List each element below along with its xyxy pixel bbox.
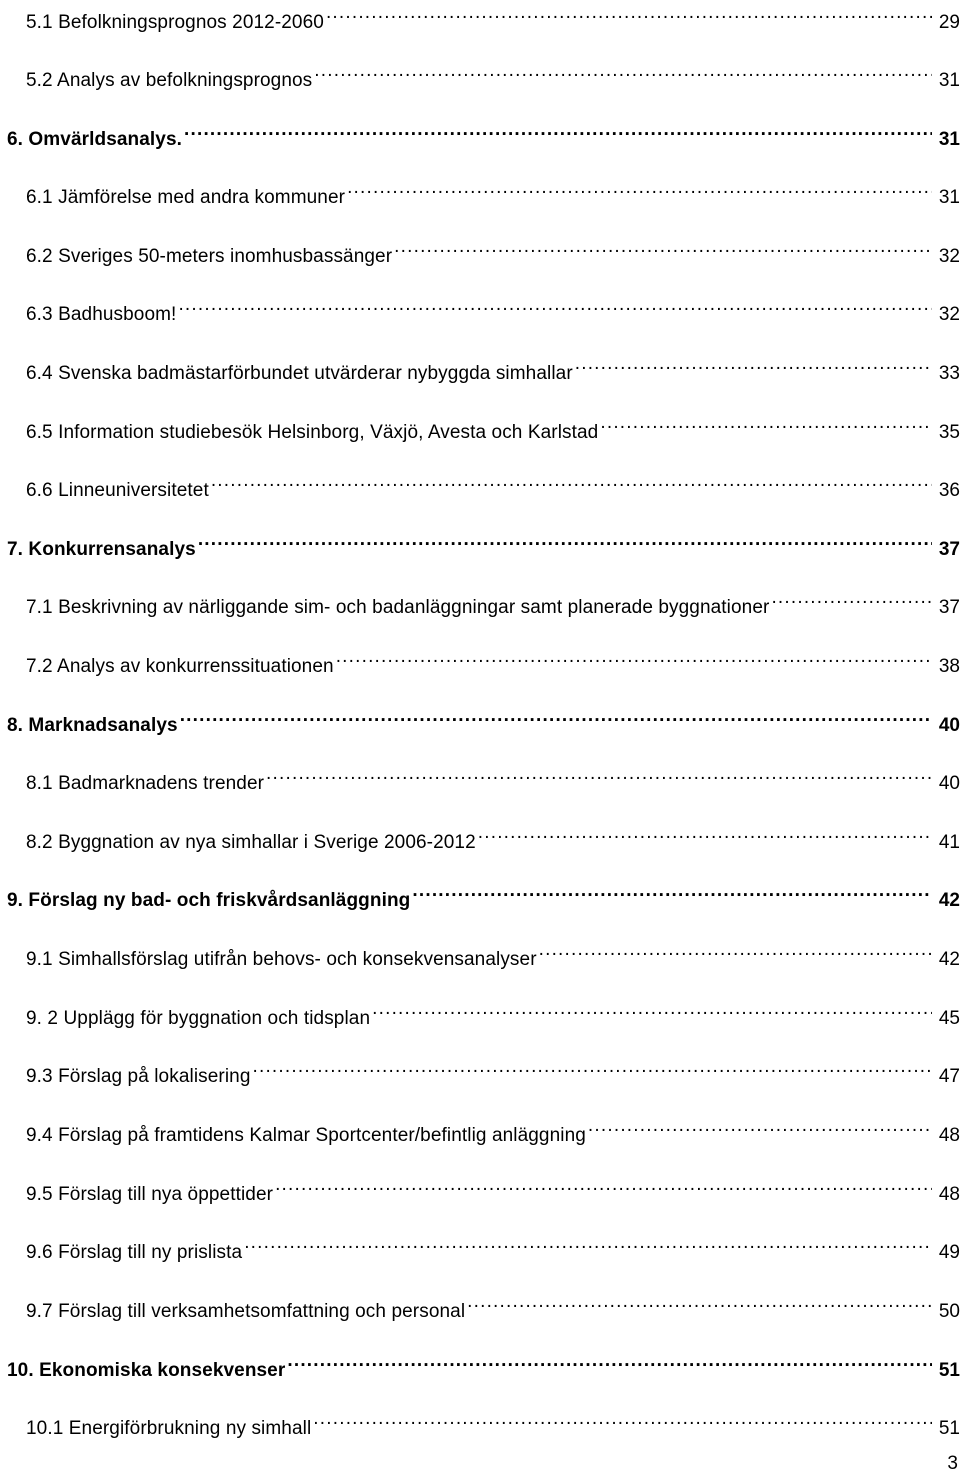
toc-dot-leader — [478, 818, 932, 848]
toc-entry-page: 32 — [938, 246, 960, 267]
toc-entry-page: 51 — [938, 1360, 960, 1381]
toc-entry-title: 9.1 Simhallsförslag utifrån behovs- och konsekvensanalyser — [26, 949, 537, 970]
toc-entry-title: 9. Förslag ny bad- och friskvårdsanläggning — [7, 890, 411, 911]
toc-entry-page: 49 — [938, 1242, 960, 1263]
toc-entry[interactable] — [0, 173, 960, 208]
toc-entry-title: 8.1 Badmarknadens trender — [26, 773, 265, 794]
toc-entry-title: 8. Marknadsanalys — [7, 715, 178, 736]
toc-entry[interactable] — [0, 1228, 960, 1263]
toc-entry-page: 36 — [938, 480, 960, 501]
toc-dot-leader — [575, 349, 932, 379]
toc-dot-leader — [287, 1346, 932, 1376]
toc-entry-page: 40 — [938, 715, 960, 736]
toc-entry-title: 8.2 Byggnation av nya simhallar i Sverige 2006-2012 — [26, 832, 476, 853]
toc-entry-page: 41 — [938, 832, 960, 853]
page-number: 3 — [947, 1453, 958, 1474]
toc-entry-title: 7.1 Beskrivning av närliggande sim- och badanläggningar samt planerade byggnationer — [26, 597, 770, 618]
toc-entry-page: 37 — [938, 597, 960, 618]
toc-dot-leader — [326, 0, 932, 28]
toc-entry-page: 51 — [938, 1418, 960, 1439]
toc-dot-leader — [539, 935, 932, 965]
toc-dot-leader — [467, 1287, 932, 1317]
toc-dot-leader — [314, 56, 932, 86]
toc-dot-leader — [771, 583, 932, 613]
toc-entry-page: 29 — [938, 12, 960, 33]
toc-entry-page: 37 — [938, 539, 960, 560]
toc-dot-leader — [198, 525, 932, 555]
toc-entry[interactable] — [0, 1346, 960, 1381]
toc-entry[interactable] — [0, 1404, 960, 1439]
toc-entry-page: 31 — [938, 70, 960, 91]
toc-entry-title: 9. 2 Upplägg för byggnation och tidsplan — [26, 1008, 371, 1029]
toc-entry-title: 9.5 Förslag till nya öppettider — [26, 1184, 274, 1205]
toc-entry-page: 33 — [938, 363, 960, 384]
toc-entry[interactable] — [0, 759, 960, 794]
toc-dot-leader — [252, 1052, 932, 1082]
toc-entry-page: 31 — [938, 129, 960, 150]
toc-entry-title: 6. Omvärldsanalys. — [7, 129, 183, 150]
toc-entry[interactable] — [0, 876, 960, 911]
toc-entry-page: 47 — [938, 1066, 960, 1087]
toc-entry-page: 42 — [938, 949, 960, 970]
toc-entry-title: 9.6 Förslag till ny prislista — [26, 1242, 243, 1263]
toc-entry[interactable] — [0, 994, 960, 1029]
toc-dot-leader — [313, 1404, 932, 1434]
toc-entry-title: 6.6 Linneuniversitetet — [26, 480, 209, 501]
toc-entry-page: 32 — [938, 304, 960, 325]
toc-entry-page: 45 — [938, 1008, 960, 1029]
toc-entry-title: 6.5 Information studiebesök Helsinborg, Växjö, Avesta och Karlstad — [26, 422, 599, 443]
toc-entry[interactable] — [0, 290, 960, 325]
toc-entry-title: 9.3 Förslag på lokalisering — [26, 1066, 251, 1087]
toc-entry-title: 10. Ekonomiska konsekvenser — [7, 1360, 286, 1381]
toc-dot-leader — [372, 994, 932, 1024]
toc-dot-leader — [412, 876, 932, 906]
toc-dot-leader — [244, 1228, 932, 1258]
toc-dot-leader — [180, 701, 932, 731]
toc-dot-leader — [394, 232, 932, 262]
toc-entry-title: 6.2 Sveriges 50-meters inomhusbassänger — [26, 246, 393, 267]
toc-entry-page: 42 — [938, 890, 960, 911]
toc-entry-title: 6.1 Jämförelse med andra kommuner — [26, 187, 346, 208]
toc-entry-title: 7. Konkurrensanalys — [7, 539, 196, 560]
toc-entry[interactable] — [0, 1287, 960, 1322]
toc-entry-title: 5.2 Analys av befolkningsprognos — [26, 70, 313, 91]
toc-entry[interactable] — [0, 1052, 960, 1087]
toc-entry[interactable] — [0, 56, 960, 91]
toc-entry[interactable] — [0, 408, 960, 443]
toc-entry-page: 48 — [938, 1125, 960, 1146]
toc-entry-title: 10.1 Energiförbrukning ny simhall — [26, 1418, 312, 1439]
toc-dot-leader — [211, 466, 932, 496]
toc-entry[interactable] — [0, 1111, 960, 1146]
toc-entry-title: 9.4 Förslag på framtidens Kalmar Sportcenter/befintlig anläggning — [26, 1125, 586, 1146]
toc-dot-leader — [178, 290, 932, 320]
toc-entry[interactable] — [0, 0, 960, 33]
toc-dot-leader — [600, 408, 932, 438]
toc-dot-leader — [336, 642, 932, 672]
toc-entry[interactable] — [0, 818, 960, 853]
toc-entry[interactable] — [0, 935, 960, 970]
toc-entry[interactable] — [0, 642, 960, 677]
toc-entry-title: 9.7 Förslag till verksamhetsomfattning och personal — [26, 1301, 466, 1322]
toc-entry[interactable] — [0, 583, 960, 618]
toc-entry-page: 40 — [938, 773, 960, 794]
toc-entry-title: 6.4 Svenska badmästarförbundet utvärderar nybyggda simhallar — [26, 363, 573, 384]
toc-dot-leader — [588, 1111, 932, 1141]
toc-entry-page: 31 — [938, 187, 960, 208]
toc-dot-leader — [347, 173, 932, 203]
toc-entry[interactable] — [0, 115, 960, 150]
toc-entry[interactable] — [0, 1170, 960, 1205]
toc-entry-page: 50 — [938, 1301, 960, 1322]
toc-entry-title: 5.1 Befolkningsprognos 2012-2060 — [26, 12, 324, 33]
toc-entry-page: 38 — [938, 656, 960, 677]
toc-entry[interactable] — [0, 466, 960, 501]
toc-dot-leader — [266, 759, 932, 789]
toc-entry[interactable] — [0, 349, 960, 384]
toc-entry[interactable] — [0, 525, 960, 560]
toc-dot-leader — [184, 115, 932, 145]
toc-entry-title: 6.3 Badhusboom! — [26, 304, 177, 325]
toc-entry[interactable] — [0, 701, 960, 736]
toc-entry[interactable] — [0, 232, 960, 267]
toc-entry-page: 35 — [938, 422, 960, 443]
toc-entry-title: 7.2 Analys av konkurrenssituationen — [26, 656, 334, 677]
toc-entry-page: 48 — [938, 1184, 960, 1205]
toc-dot-leader — [275, 1170, 932, 1200]
